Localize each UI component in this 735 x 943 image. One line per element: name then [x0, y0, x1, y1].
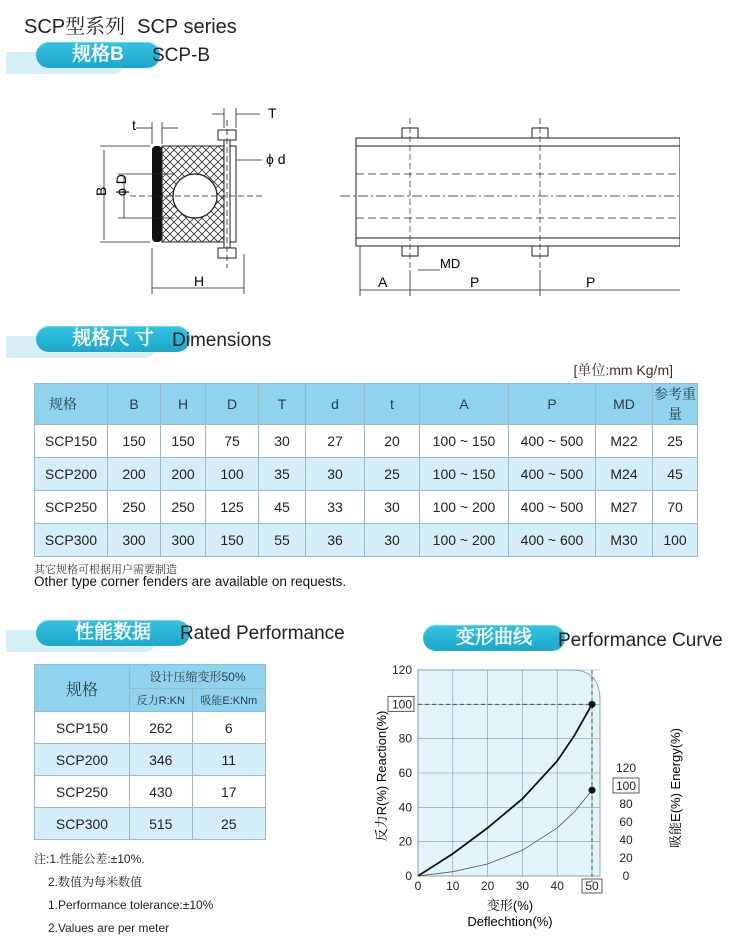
series-title-cn: SCP型系列: [24, 16, 126, 38]
dimensions-table: [34, 383, 698, 557]
note-line: 2.Values are per meter: [48, 921, 170, 935]
cell: 346: [130, 744, 193, 776]
dimensions-note-cn: 其它规格可根据用户需要制造: [34, 564, 177, 576]
cell: 125: [206, 491, 259, 524]
reaction-marker: [589, 701, 596, 708]
spec-b-label: SCP-B: [152, 45, 211, 66]
fender-cross-section: [130, 120, 262, 268]
col-t: t: [365, 384, 420, 425]
col-d: d: [306, 384, 365, 425]
x-tick-label: 0: [414, 879, 422, 893]
cell: M24: [596, 458, 653, 491]
cell: 70: [653, 491, 698, 524]
dim-P1-label: P: [470, 274, 480, 290]
left-axis-label: 反力R(%) Reaction(%): [374, 710, 389, 842]
perf-col-reaction: 反力R:KN: [130, 688, 193, 712]
cell: SCP250: [35, 776, 130, 808]
cell: 250: [108, 491, 161, 524]
dimensions-title: Dimensions: [172, 330, 272, 351]
cell: 100 ~ 200: [420, 524, 509, 557]
cell: 430: [130, 776, 193, 808]
table-row: [35, 808, 266, 840]
cell: M27: [596, 491, 653, 524]
cell: 400 ~ 500: [509, 425, 596, 458]
dimensions-pill: 规格尺 寸: [36, 326, 190, 352]
col-D: D: [206, 384, 259, 425]
dim-phi-d-label: ϕ d: [266, 151, 286, 167]
right-axis-label: 吸能E(%) Energy(%): [668, 728, 683, 848]
cell: 11: [192, 744, 265, 776]
cell: SCP300: [35, 524, 108, 557]
y-left-tick-label: 120: [391, 663, 412, 677]
table-row: [35, 776, 266, 808]
y-right-tick-label: 100: [615, 779, 637, 793]
cell: SCP250: [35, 491, 108, 524]
cell: 55: [259, 524, 306, 557]
cell: 25: [192, 808, 265, 840]
table-row: [35, 491, 698, 524]
cell: M30: [596, 524, 653, 557]
col-T: T: [259, 384, 306, 425]
cell: M22: [596, 425, 653, 458]
cell: 515: [130, 808, 193, 840]
col-MD: MD: [596, 384, 653, 425]
performance-pill: 性能数据: [36, 620, 190, 646]
cell: 75: [206, 425, 259, 458]
table-row: [35, 458, 698, 491]
cell: 200: [108, 458, 161, 491]
cell: 45: [259, 491, 306, 524]
cell: SCP150: [35, 712, 130, 744]
cell: 300: [161, 524, 206, 557]
cell: 250: [161, 491, 206, 524]
cell: 35: [259, 458, 306, 491]
y-left-tick-label: 40: [398, 800, 412, 815]
col-P: P: [509, 384, 596, 425]
cell: 150: [108, 425, 161, 458]
y-left-tick-label: 100: [391, 697, 412, 712]
y-left-tick-label: 80: [398, 731, 412, 746]
cell: 33: [306, 491, 365, 524]
y-right-tick-label: 0: [622, 869, 630, 883]
cell: 400 ~ 600: [509, 524, 596, 557]
series-title: [24, 10, 237, 39]
spec-b-pill: 规格B: [36, 42, 160, 68]
x-tick-label: 40: [550, 879, 564, 893]
x-tick-label: 50: [585, 879, 599, 893]
cell: 200: [161, 458, 206, 491]
y-left-tick-label: 20: [398, 834, 412, 849]
performance-table: [34, 664, 266, 840]
unit-note: [单位:mm Kg/m]: [573, 362, 673, 378]
energy-marker: [589, 787, 596, 794]
note-line: 1.Performance tolerance:±10%: [48, 898, 214, 912]
col-spec: 规格: [35, 384, 108, 425]
y-right-tick-label: 120: [615, 761, 637, 775]
curve-title: Performance Curve: [558, 630, 723, 651]
cell: 100: [206, 458, 259, 491]
cell: 300: [108, 524, 161, 557]
cell: 36: [306, 524, 365, 557]
cell: 100: [653, 524, 698, 557]
table-row: [35, 712, 266, 744]
cell: 6: [192, 712, 265, 744]
performance-notes: [34, 848, 213, 940]
note-line: 2.数值为每米数值: [48, 875, 143, 889]
dim-phi-D-label: ϕ D: [113, 174, 129, 196]
col-H: H: [161, 384, 206, 425]
perf-col-spec: 规格: [35, 665, 130, 712]
cell: 25: [365, 458, 420, 491]
cell: 45: [653, 458, 698, 491]
cell: 100 ~ 200: [420, 491, 509, 524]
cell: 30: [365, 491, 420, 524]
y-left-tick-label: 60: [398, 766, 412, 780]
cell: SCP200: [35, 744, 130, 776]
cell: 100 ~ 150: [420, 458, 509, 491]
cell: 150: [206, 524, 259, 557]
col-A: A: [420, 384, 509, 425]
note-line: 注:1.性能公差:±10%.: [34, 852, 145, 866]
dim-t-label: t: [132, 117, 136, 133]
x-tick-label: 30: [515, 879, 530, 893]
cell: 30: [365, 524, 420, 557]
cell: SCP300: [35, 808, 130, 840]
cell: SCP150: [35, 425, 108, 458]
cell: 100 ~ 150: [420, 425, 509, 458]
col-weight: 参考重量: [653, 384, 698, 425]
dim-T-label: T: [268, 105, 277, 121]
cell: 27: [306, 425, 365, 458]
cell: 400 ~ 500: [509, 458, 596, 491]
cell: 20: [365, 425, 420, 458]
cell: 150: [161, 425, 206, 458]
x-tick-label: 20: [480, 879, 495, 893]
col-B: B: [108, 384, 161, 425]
dim-MD-label: MD: [440, 256, 461, 271]
curve-pill: 变形曲线: [423, 625, 565, 651]
cell: 17: [192, 776, 265, 808]
performance-header-row: [35, 665, 266, 689]
y-right-tick-label: 60: [619, 815, 633, 829]
y-right-tick-label: 20: [619, 851, 633, 865]
x-axis-label-en: Deflechtion(%): [467, 914, 553, 929]
cell: 400 ~ 500: [509, 491, 596, 524]
cell: 30: [259, 425, 306, 458]
cell: SCP200: [35, 458, 108, 491]
dim-A-label: A: [378, 274, 388, 290]
perf-col-energy: 吸能E:KNm: [192, 688, 265, 712]
technical-drawing: [90, 98, 680, 303]
y-left-tick-label: 0: [405, 869, 412, 883]
fender-side-view: [340, 118, 680, 296]
x-tick-label: 10: [446, 879, 460, 893]
dim-B-label: B: [93, 186, 109, 196]
series-title-en: SCP series: [137, 16, 237, 38]
cell: 25: [653, 425, 698, 458]
x-axis-label-cn: 变形(%): [486, 898, 534, 913]
perf-col-group: 设计压缩变形50%: [130, 665, 266, 689]
performance-curve-chart: [370, 658, 710, 938]
dimensions-header-row: [35, 384, 698, 425]
table-row: [35, 524, 698, 557]
cell: 30: [306, 458, 365, 491]
table-row: [35, 744, 266, 776]
table-row: [35, 425, 698, 458]
performance-title: Rated Performance: [180, 623, 345, 644]
dim-P2-label: P: [586, 274, 596, 290]
dim-H-label: H: [194, 273, 205, 289]
dimensions-note-en: Other type corner fenders are available on requests.: [34, 574, 347, 589]
y-right-tick-label: 40: [619, 833, 633, 847]
cell: 262: [130, 712, 193, 744]
y-right-tick-label: 80: [619, 797, 633, 811]
